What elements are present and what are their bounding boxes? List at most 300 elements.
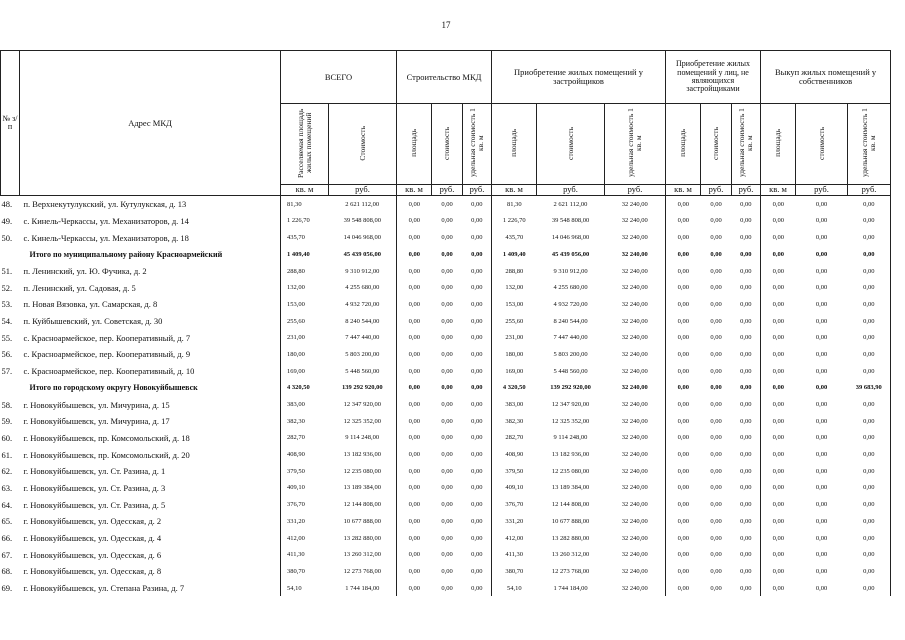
row-address: г. Новокуйбышевск, ул. Ст. Разина, д. 5: [20, 496, 281, 513]
value-cell: 0,00: [463, 263, 492, 280]
value-cell: 0,00: [732, 363, 761, 380]
table-row: [1, 229, 891, 246]
value-cell: 139 292 920,00: [329, 379, 397, 396]
value-cell: 9 114 248,00: [329, 430, 397, 447]
value-cell: 32 240,00: [605, 263, 666, 280]
value-cell: 0,00: [677, 267, 689, 275]
value-cell: 32 240,00: [605, 413, 666, 430]
value-cell: 0,00: [710, 367, 722, 375]
value-cell: 5 803 200,00: [329, 346, 397, 363]
value-cell: 9 114 248,00: [553, 434, 588, 442]
value-cell: 0,00: [732, 430, 761, 447]
value-cell: 0,00: [732, 379, 761, 396]
value-cell: 0,00: [815, 451, 828, 459]
header-area: площадь: [409, 129, 419, 157]
value-cell: 0,00: [848, 480, 891, 497]
table-header: [1, 51, 891, 196]
value-cell: 0,00: [815, 200, 828, 208]
value-cell: 0,00: [772, 517, 784, 525]
value-cell: 0,00: [848, 363, 891, 380]
value-cell: 12 144 808,00: [551, 501, 590, 509]
header-group-buyout: Выкуп жилых помещений у собственников: [761, 51, 891, 104]
header-sub-cell: [848, 104, 891, 185]
value-cell: 0,00: [710, 484, 722, 492]
table-body: [1, 195, 891, 596]
value-cell: 0,00: [710, 217, 722, 225]
value-cell: 0,00: [772, 250, 784, 258]
value-cell: 12 347 920,00: [329, 396, 397, 413]
value-cell: 0,00: [772, 484, 784, 492]
row-number: 65.: [1, 516, 13, 527]
value-cell: 0,00: [677, 551, 689, 559]
value-cell: 0,00: [677, 534, 689, 542]
value-cell: 12 235 080,00: [551, 467, 590, 475]
row-address: г. Новокуйбышевск, ул. Ст. Разина, д. 3: [20, 480, 281, 497]
value-cell: 0,00: [710, 350, 722, 358]
value-cell: 13 182 936,00: [551, 451, 590, 459]
value-cell: 12 273 768,00: [329, 563, 397, 580]
value-cell: 411,30: [287, 551, 305, 559]
value-cell: 0,00: [677, 217, 689, 225]
value-cell: 32 240,00: [605, 346, 666, 363]
header-sub-cell: [329, 104, 397, 185]
value-cell: 4 932 720,00: [553, 300, 588, 308]
value-cell: 39 548 808,00: [551, 217, 590, 225]
value-cell: 0,00: [408, 217, 420, 225]
value-cell: 0,00: [815, 534, 828, 542]
value-cell: 0,00: [815, 484, 828, 492]
table-row: [1, 346, 891, 363]
value-cell: 0,00: [710, 267, 722, 275]
value-cell: 0,00: [815, 434, 828, 442]
header-unit-cost: удельная стоимость 1 кв. м: [737, 108, 755, 178]
value-cell: 2 621 112,00: [329, 195, 397, 212]
value-cell: 0,00: [408, 551, 420, 559]
value-cell: 0,00: [772, 367, 784, 375]
value-cell: 0,00: [732, 480, 761, 497]
value-cell: 1 744 184,00: [553, 584, 588, 592]
value-cell: 382,30: [505, 417, 524, 425]
value-cell: 282,70: [287, 434, 305, 442]
row-number: 66.: [1, 533, 13, 544]
value-cell: 0,00: [772, 317, 784, 325]
value-cell: 12 347 920,00: [551, 401, 590, 409]
table-row: [1, 279, 891, 296]
row-number: 64.: [1, 499, 13, 510]
header-resettled-area: Расселяемая площадь жилых помещений: [295, 108, 313, 178]
value-cell: 0,00: [732, 246, 761, 263]
value-cell: 7 447 440,00: [553, 334, 588, 342]
value-cell: 0,00: [732, 313, 761, 330]
value-cell: 0,00: [848, 580, 891, 597]
value-cell: 0,00: [408, 367, 420, 375]
table-row: [1, 513, 891, 530]
row-address: п. Ленинский, ул. Садовая, д. 5: [20, 279, 281, 296]
value-cell: 0,00: [772, 567, 784, 575]
value-cell: 0,00: [732, 496, 761, 513]
value-cell: 0,00: [772, 234, 784, 242]
value-cell: 0,00: [441, 484, 453, 492]
value-cell: 0,00: [441, 367, 453, 375]
row-address: с. Красноармейское, пер. Кооперативный, д. 7: [20, 329, 281, 346]
header-group-total: ВСЕГО: [281, 51, 397, 104]
row-number: 55.: [1, 332, 13, 343]
value-cell: 376,70: [505, 501, 524, 509]
value-cell: 0,00: [772, 401, 784, 409]
value-cell: 0,00: [441, 434, 453, 442]
table-row: [1, 430, 891, 447]
value-cell: 0,00: [677, 284, 689, 292]
unit-cell: руб.: [463, 184, 492, 195]
value-cell: 0,00: [848, 329, 891, 346]
value-cell: 0,00: [732, 530, 761, 547]
value-cell: 0,00: [677, 300, 689, 308]
row-address: г. Новокуйбышевск, ул. Мичурина, д. 15: [20, 396, 281, 413]
value-cell: 7 447 440,00: [329, 329, 397, 346]
value-cell: 383,00: [505, 401, 524, 409]
value-cell: 0,00: [815, 417, 828, 425]
value-cell: 32 240,00: [605, 530, 666, 547]
value-cell: 0,00: [772, 534, 784, 542]
value-cell: 139 292 920,00: [550, 384, 591, 392]
value-cell: 255,60: [505, 317, 524, 325]
value-cell: 0,00: [848, 279, 891, 296]
header-unit-cost: удельная стоимость 1 кв. м: [468, 108, 485, 178]
value-cell: 0,00: [463, 195, 492, 212]
value-cell: 4 255 680,00: [329, 279, 397, 296]
unit-cell: кв. м: [666, 184, 701, 195]
value-cell: 0,00: [463, 580, 492, 597]
value-cell: 0,00: [441, 267, 453, 275]
value-cell: 13 182 936,00: [329, 446, 397, 463]
value-cell: 5 448 560,00: [329, 363, 397, 380]
value-cell: 1 226,70: [502, 217, 526, 225]
value-cell: 0,00: [772, 284, 784, 292]
value-cell: 0,00: [848, 463, 891, 480]
value-cell: 0,00: [732, 563, 761, 580]
value-cell: 0,00: [772, 451, 784, 459]
value-cell: 12 235 080,00: [329, 463, 397, 480]
table-row: [1, 396, 891, 413]
row-number: 67.: [1, 549, 13, 560]
value-cell: 0,00: [815, 334, 828, 342]
value-cell: 0,00: [463, 213, 492, 230]
value-cell: 383,00: [287, 401, 305, 409]
value-cell: 0,00: [408, 267, 420, 275]
header-sub-cell: [537, 104, 605, 185]
value-cell: 412,00: [505, 534, 524, 542]
value-cell: 0,00: [815, 284, 828, 292]
value-cell: 0,00: [463, 446, 492, 463]
row-number: [1, 379, 20, 396]
value-cell: 0,00: [848, 513, 891, 530]
value-cell: 0,00: [408, 501, 420, 509]
row-number: 61.: [1, 449, 13, 460]
value-cell: 409,10: [287, 484, 305, 492]
value-cell: 0,00: [441, 334, 453, 342]
row-address: Итого по муниципальному району Красноармейский: [20, 246, 281, 263]
value-cell: 0,00: [815, 384, 828, 392]
value-cell: 0,00: [677, 350, 689, 358]
value-cell: 12 144 808,00: [329, 496, 397, 513]
subtotal-row: [1, 379, 891, 396]
unit-cell: кв. м: [492, 184, 537, 195]
value-cell: 8 240 544,00: [329, 313, 397, 330]
value-cell: 0,00: [848, 263, 891, 280]
value-cell: 180,00: [505, 350, 524, 358]
row-number: 49.: [1, 215, 13, 226]
row-address: г. Новокуйбышевск, ул. Мичурина, д. 17: [20, 413, 281, 430]
value-cell: 0,00: [463, 229, 492, 246]
value-cell: 0,00: [815, 300, 828, 308]
value-cell: 0,00: [408, 584, 420, 592]
value-cell: 14 046 968,00: [551, 234, 590, 242]
value-cell: 13 260 312,00: [329, 546, 397, 563]
value-cell: 10 677 888,00: [329, 513, 397, 530]
value-cell: 0,00: [677, 451, 689, 459]
value-cell: 81,30: [287, 200, 302, 208]
value-cell: 0,00: [732, 396, 761, 413]
header-area: площадь: [678, 129, 688, 157]
row-number: 63.: [1, 482, 13, 493]
header-cost: стоимость: [816, 126, 826, 160]
header-sub-cell: [796, 104, 848, 185]
value-cell: 412,00: [287, 534, 305, 542]
value-cell: 0,00: [732, 279, 761, 296]
header-cost: Стоимость: [357, 125, 367, 161]
value-cell: 32 240,00: [605, 580, 666, 597]
value-cell: 132,00: [287, 284, 305, 292]
value-cell: 288,80: [505, 267, 524, 275]
header-sub-cell: [605, 104, 666, 185]
value-cell: 0,00: [677, 517, 689, 525]
header-area: площадь: [509, 129, 519, 157]
table-row: [1, 213, 891, 230]
unit-cell: руб.: [732, 184, 761, 195]
value-cell: 0,00: [710, 567, 722, 575]
value-cell: 0,00: [677, 484, 689, 492]
value-cell: 0,00: [408, 250, 420, 258]
value-cell: 0,00: [815, 250, 828, 258]
header-unit-cost: удельная стоимость 1 кв. м: [626, 108, 643, 178]
value-cell: 0,00: [772, 350, 784, 358]
value-cell: 0,00: [710, 334, 722, 342]
row-number: 68.: [1, 566, 13, 577]
value-cell: 0,00: [463, 463, 492, 480]
value-cell: 5 448 560,00: [553, 367, 588, 375]
value-cell: 0,00: [732, 513, 761, 530]
value-cell: 0,00: [772, 217, 784, 225]
value-cell: 0,00: [732, 546, 761, 563]
value-cell: 0,00: [772, 334, 784, 342]
value-cell: 0,00: [710, 417, 722, 425]
row-address: п. Ленинский, ул. Ю. Фучика, д. 2: [20, 263, 281, 280]
row-number: 54.: [1, 316, 13, 327]
row-address: п. Верхнекутулукский, ул. Кутулукская, д. 13: [20, 195, 281, 212]
value-cell: 0,00: [772, 417, 784, 425]
value-cell: 0,00: [441, 284, 453, 292]
table-row: [1, 480, 891, 497]
value-cell: 32 240,00: [605, 329, 666, 346]
unit-cell: руб.: [701, 184, 732, 195]
value-cell: 0,00: [463, 496, 492, 513]
header-group-purchase-dev: Приобретение жилых помещений у застройщиков: [492, 51, 666, 104]
value-cell: 0,00: [441, 300, 453, 308]
value-cell: 1 226,70: [287, 217, 310, 225]
value-cell: 5 803 200,00: [553, 350, 588, 358]
value-cell: 32 240,00: [605, 379, 666, 396]
value-cell: 0,00: [463, 413, 492, 430]
row-address: с. Кинель-Черкассы, ул. Механизаторов, д. 14: [20, 213, 281, 230]
value-cell: 0,00: [677, 234, 689, 242]
value-cell: 0,00: [848, 213, 891, 230]
value-cell: 1 409,40: [502, 250, 526, 258]
table-row: [1, 580, 891, 597]
header-cost: стоимость: [711, 126, 721, 160]
header-sub-cell: [463, 104, 492, 185]
value-cell: 0,00: [441, 567, 453, 575]
value-cell: 0,00: [441, 200, 453, 208]
table-row: [1, 263, 891, 280]
value-cell: 32 240,00: [605, 496, 666, 513]
value-cell: 1 744 184,00: [329, 580, 397, 597]
table-row: [1, 463, 891, 480]
row-number: 48.: [1, 199, 13, 210]
value-cell: 0,00: [710, 401, 722, 409]
value-cell: 0,00: [710, 451, 722, 459]
value-cell: 408,90: [505, 451, 524, 459]
value-cell: 0,00: [772, 267, 784, 275]
value-cell: 0,00: [441, 534, 453, 542]
value-cell: 0,00: [463, 313, 492, 330]
value-cell: 39 683,90: [848, 379, 891, 396]
value-cell: 2 621 112,00: [553, 200, 588, 208]
value-cell: 0,00: [408, 451, 420, 459]
value-cell: 0,00: [463, 363, 492, 380]
value-cell: 0,00: [441, 217, 453, 225]
row-address: с. Красноармейское, пер. Кооперативный, д. 9: [20, 346, 281, 363]
value-cell: 0,00: [677, 467, 689, 475]
unit-cell: руб.: [605, 184, 666, 195]
value-cell: 0,00: [732, 263, 761, 280]
value-cell: 32 240,00: [605, 213, 666, 230]
value-cell: 0,00: [848, 296, 891, 313]
row-number: 53.: [1, 299, 13, 310]
value-cell: 0,00: [441, 501, 453, 509]
value-cell: 32 240,00: [605, 480, 666, 497]
row-address: г. Новокуйбышевск, ул. Одесская, д. 8: [20, 563, 281, 580]
row-address: г. Новокуйбышевск, пр. Комсомольский, д. 18: [20, 430, 281, 447]
value-cell: 0,00: [815, 551, 828, 559]
unit-cell: кв. м: [397, 184, 432, 195]
header-address: Адрес МКД: [20, 51, 281, 196]
table-row: [1, 413, 891, 430]
value-cell: 0,00: [848, 346, 891, 363]
value-cell: 32 240,00: [605, 396, 666, 413]
value-cell: 9 310 912,00: [553, 267, 588, 275]
value-cell: 0,00: [463, 379, 492, 396]
table-row: [1, 496, 891, 513]
value-cell: 32 240,00: [605, 563, 666, 580]
value-cell: 32 240,00: [605, 296, 666, 313]
value-cell: 32 240,00: [605, 446, 666, 463]
header-group-construction: Строительство МКД: [397, 51, 492, 104]
value-cell: 0,00: [710, 384, 722, 392]
value-cell: 288,80: [287, 267, 305, 275]
value-cell: 0,00: [677, 367, 689, 375]
table-row: [1, 563, 891, 580]
value-cell: 0,00: [441, 551, 453, 559]
table-row: [1, 296, 891, 313]
value-cell: 0,00: [815, 567, 828, 575]
value-cell: 132,00: [505, 284, 524, 292]
value-cell: 12 325 352,00: [551, 417, 590, 425]
row-address: г. Новокуйбышевск, ул. Степана Разина, д. 7: [20, 580, 281, 597]
value-cell: 0,00: [732, 229, 761, 246]
value-cell: 0,00: [441, 250, 453, 258]
value-cell: 0,00: [815, 317, 828, 325]
value-cell: 379,50: [287, 467, 305, 475]
value-cell: 0,00: [463, 246, 492, 263]
value-cell: 331,20: [505, 517, 524, 525]
value-cell: 0,00: [848, 413, 891, 430]
value-cell: 282,70: [505, 434, 524, 442]
value-cell: 0,00: [463, 396, 492, 413]
unit-cell: кв. м: [761, 184, 796, 195]
row-number: 52.: [1, 282, 13, 293]
value-cell: 0,00: [710, 517, 722, 525]
value-cell: 0,00: [848, 313, 891, 330]
value-cell: 0,00: [815, 234, 828, 242]
value-cell: 0,00: [848, 563, 891, 580]
value-cell: 0,00: [732, 296, 761, 313]
value-cell: 0,00: [408, 317, 420, 325]
row-address: п. Куйбышевский, ул. Советская, д. 30: [20, 313, 281, 330]
value-cell: 0,00: [772, 501, 784, 509]
value-cell: 0,00: [710, 284, 722, 292]
value-cell: 0,00: [677, 334, 689, 342]
value-cell: 0,00: [408, 484, 420, 492]
value-cell: 153,00: [287, 300, 305, 308]
value-cell: 45 439 056,00: [551, 250, 590, 258]
unit-cell: руб.: [848, 184, 891, 195]
header-group-purchase-nondev: Приобретение жилых помещений у лиц, не являющихся застройщиками: [666, 51, 761, 104]
value-cell: 0,00: [772, 434, 784, 442]
value-cell: 0,00: [441, 451, 453, 459]
value-cell: 0,00: [710, 551, 722, 559]
housing-resettlement-table: [0, 50, 891, 596]
value-cell: 0,00: [408, 384, 420, 392]
row-address: г. Новокуйбышевск, ул. Одесская, д. 2: [20, 513, 281, 530]
value-cell: 0,00: [441, 317, 453, 325]
value-cell: 0,00: [463, 546, 492, 563]
value-cell: 231,00: [287, 334, 305, 342]
unit-cell: руб.: [537, 184, 605, 195]
value-cell: 409,10: [505, 484, 524, 492]
value-cell: 10 677 888,00: [551, 517, 590, 525]
value-cell: 0,00: [463, 480, 492, 497]
value-cell: 0,00: [732, 413, 761, 430]
value-cell: 0,00: [408, 300, 420, 308]
value-cell: 8 240 544,00: [553, 317, 588, 325]
header-sub-cell: [397, 104, 432, 185]
header-cost-small: стоимость: [442, 126, 452, 160]
value-cell: 0,00: [463, 346, 492, 363]
value-cell: 0,00: [463, 329, 492, 346]
header-sub-cell: [701, 104, 732, 185]
value-cell: 0,00: [408, 534, 420, 542]
value-cell: 169,00: [505, 367, 524, 375]
